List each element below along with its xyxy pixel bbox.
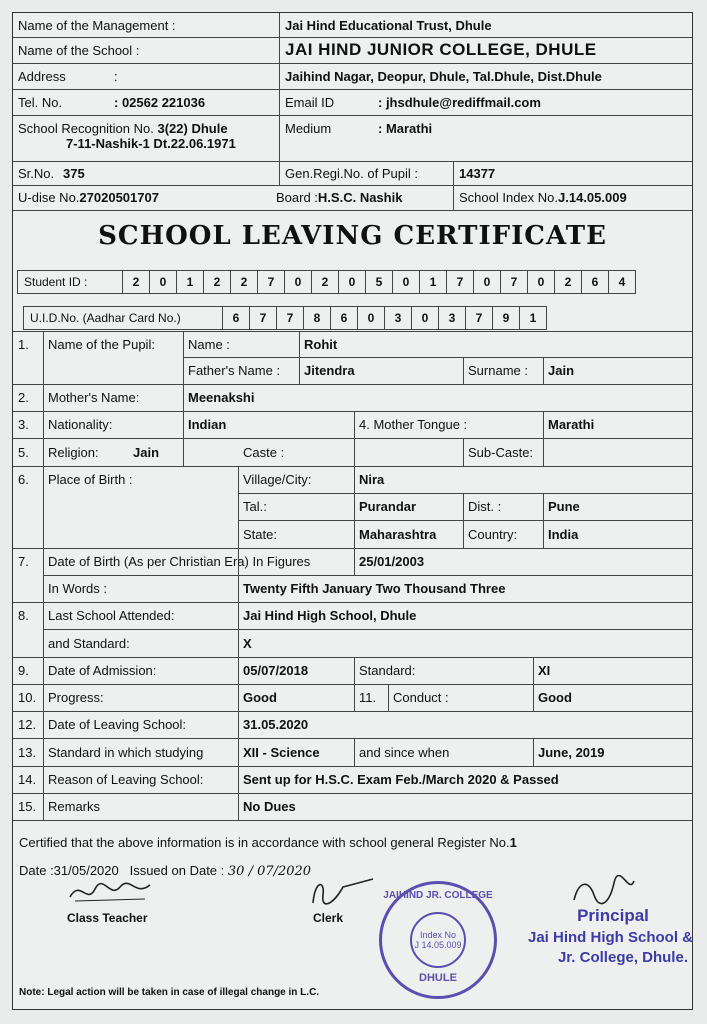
seal-index-value: J 14.05.009 <box>414 940 462 950</box>
admission-standard-label: Standard: <box>359 663 416 678</box>
student-id-digit: 0 <box>528 271 555 293</box>
state-value: Maharashtra <box>359 526 437 542</box>
name-label: Name : <box>188 336 230 352</box>
row-number: 6. <box>18 472 29 487</box>
address-value: Jaihind Nagar, Deopur, Dhule, Tal.Dhule, Dist.Dhule <box>279 63 692 89</box>
subcaste-label: Sub-Caste: <box>468 444 534 460</box>
seal-inner <box>410 912 466 968</box>
student-id-digit: 2 <box>312 271 339 293</box>
student-id-digit: 7 <box>447 271 474 293</box>
religion-label: Religion: <box>48 444 99 460</box>
country-value: India <box>548 526 579 542</box>
row-number: 13. <box>18 744 37 760</box>
progress-label: Progress: <box>48 690 104 705</box>
tal-label: Tal.: <box>243 499 267 514</box>
remarks-label: Remarks <box>48 799 101 814</box>
stamp-line-2: Jr. College, Dhule. <box>557 949 688 966</box>
srno-label: Sr.No. <box>18 165 55 181</box>
contact-row <box>13 89 692 116</box>
srno-row <box>13 161 692 186</box>
school-row <box>13 37 692 64</box>
tal-value: Purandar <box>359 499 417 514</box>
email-label: Email ID <box>279 89 375 115</box>
uid-digit: 6 <box>331 307 358 329</box>
subcaste-value <box>543 438 692 466</box>
student-id-digit: 2 <box>123 271 150 293</box>
birthplace-label: Place of Birth : <box>48 472 133 487</box>
medium-label: Medium <box>279 115 375 161</box>
seal-bottom-text: DHULE <box>419 972 457 984</box>
remarks-value: No Dues <box>243 799 296 814</box>
row-number: 2. <box>18 390 29 405</box>
medium-value: : Marathi <box>378 121 433 136</box>
student-id-digit: 7 <box>258 271 285 293</box>
school-label: Name of the School : <box>18 42 140 58</box>
row-number: 15. <box>18 799 37 814</box>
student-id-digit: 1 <box>177 271 204 293</box>
surname-label: Surname : <box>468 363 528 378</box>
student-id-digit: 6 <box>582 271 609 293</box>
last-school-value: Jai Hind High School, Dhule <box>243 608 417 623</box>
row-number: 1. <box>18 336 29 352</box>
dob-label: Date of Birth (As per Christian Era) In Figures <box>48 554 311 569</box>
father-label: Father's Name : <box>188 363 281 378</box>
student-id-digit: 0 <box>393 271 420 293</box>
uid-digit: 3 <box>439 307 466 329</box>
studying-label: Standard in which studying <box>48 744 204 760</box>
uid-digit: 3 <box>385 307 412 329</box>
uid-digit: 0 <box>358 307 385 329</box>
address-colon: : <box>114 68 118 84</box>
management-value: Jai Hind Educational Trust, Dhule <box>279 13 692 37</box>
religion-value: Jain <box>133 444 160 460</box>
studying-value: XII - Science <box>243 744 320 760</box>
dob-value: 25/01/2003 <box>359 554 425 569</box>
reason-label: Reason of Leaving School: <box>48 772 204 787</box>
village-value: Nira <box>359 472 385 487</box>
dob-words-label: In Words : <box>48 581 108 596</box>
seal-top-text: JAIHIND JR. COLLEGE <box>383 890 493 901</box>
student-id-digit: 7 <box>501 271 528 293</box>
uid-digit: 6 <box>223 307 250 329</box>
row-number: 7. <box>18 554 29 569</box>
management-label: Name of the Management : <box>18 17 176 33</box>
mother-name-label: Mother's Name: <box>48 390 140 405</box>
conduct-value: Good <box>538 690 572 705</box>
dist-value: Pune <box>548 499 580 514</box>
student-id-digit: 0 <box>339 271 366 293</box>
uid-digit: 8 <box>304 307 331 329</box>
date-line: Date :31/05/2020 Issued on Date : 30 / 07/2020 <box>19 863 312 879</box>
uid-digits <box>223 307 546 329</box>
uid-digit: 7 <box>277 307 304 329</box>
address-row <box>13 63 692 90</box>
school-name: JAI HIND JUNIOR COLLEGE, DHULE <box>279 37 692 63</box>
state-label: State: <box>243 526 277 542</box>
country-label: Country: <box>468 526 518 542</box>
genregi-label: Gen.Regi.No. of Pupil : <box>279 161 453 185</box>
legal-note: Note: Legal action will be taken in case of illegal change in L.C. <box>19 987 320 998</box>
recognition-text: School Recognition No. 3(22) Dhule 7-11-Nashik-1 Dt.22.06.1971 <box>18 121 236 151</box>
srno-value: 375 <box>63 165 85 181</box>
uid-digit: 1 <box>529 311 537 325</box>
mother-tongue-label: 4. Mother Tongue : <box>359 417 468 432</box>
last-school-label: Last School Attended: <box>48 608 175 623</box>
student-id-digits <box>123 271 635 293</box>
dob-words-value: Twenty Fifth January Two Thousand Three <box>243 581 506 596</box>
clerk-signature <box>303 875 383 909</box>
leaving-date-value: 31.05.2020 <box>243 717 309 732</box>
tel-value: : 02562 221036 <box>114 94 206 110</box>
clerk-label: Clerk <box>313 911 344 925</box>
admission-standard-value: XI <box>538 663 551 678</box>
email-value: : jhsdhule@rediffmail.com <box>378 94 541 110</box>
uid-digit: 7 <box>250 307 277 329</box>
nationality-value: Indian <box>188 417 227 432</box>
board-text: Board : H.S.C. Nashik <box>276 190 403 205</box>
uid-label: U.I.D.No. (Aadhar Card No.) <box>24 307 223 329</box>
dist-label: Dist. : <box>468 499 502 514</box>
caste-label: Caste : <box>243 444 285 460</box>
management-row <box>13 13 692 38</box>
surname-value: Jain <box>548 363 575 378</box>
admission-label: Date of Admission: <box>48 663 157 678</box>
nationality-label: Nationality: <box>48 417 113 432</box>
row-number: 12. <box>18 717 37 732</box>
row-number: 9. <box>18 663 29 678</box>
leaving-date-label: Date of Leaving School: <box>48 717 187 732</box>
since-value: June, 2019 <box>538 744 605 760</box>
row-number: 11. <box>359 690 377 705</box>
row-number: 8. <box>18 608 29 623</box>
progress-value: Good <box>243 690 277 705</box>
conduct-label: Conduct : <box>393 690 449 705</box>
row-number: 10. <box>18 690 37 705</box>
row-number: 5. <box>18 444 29 460</box>
pupil-name-label: Name of the Pupil: <box>48 336 155 352</box>
name-value: Rohit <box>304 336 338 352</box>
student-id-label: Student ID : <box>18 271 123 293</box>
student-id-digit: 2 <box>231 271 258 293</box>
student-id-row <box>17 270 636 294</box>
address-label: Address <box>18 68 66 84</box>
index-text: School Index No. J.14.05.009 <box>453 185 692 210</box>
principal-label: Principal <box>577 906 649 925</box>
standard-value: X <box>243 635 252 651</box>
genregi-value: 14377 <box>453 161 692 185</box>
uid-row <box>23 306 547 330</box>
father-value: Jitendra <box>304 363 355 378</box>
student-id-digit: 0 <box>285 271 312 293</box>
certified-statement: Certified that the above information is in accordance with school general Register No.1 <box>19 835 517 850</box>
student-id-digit: 2 <box>555 271 582 293</box>
reason-value: Sent up for H.S.C. Exam Feb./March 2020 & Passed <box>243 772 559 787</box>
certificate-title: SCHOOL LEAVING CERTIFICATE <box>98 221 607 251</box>
uid-digit: 7 <box>466 307 493 329</box>
udise-text: U-dise No. 27020501707 <box>18 190 159 205</box>
class-teacher-signature <box>65 877 155 907</box>
standard-label: and Standard: <box>48 635 130 651</box>
recognition-row <box>13 115 692 162</box>
student-id-digit: 2 <box>204 271 231 293</box>
mother-name-value: Meenakshi <box>188 390 255 405</box>
row-number: 3. <box>18 417 29 432</box>
seal-index-label: Index No <box>419 930 457 940</box>
uid-digit: 9 <box>493 307 520 329</box>
admission-value: 05/07/2018 <box>243 663 309 678</box>
village-label: Village/City: <box>243 472 312 487</box>
stamp-line-1: Jai Hind High School & <box>527 929 693 946</box>
tel-label: Tel. No. <box>18 94 63 110</box>
row-number: 14. <box>18 772 37 787</box>
mother-tongue-value: Marathi <box>548 417 595 432</box>
uid-digit: 0 <box>412 307 439 329</box>
caste-value <box>354 438 463 466</box>
student-id-digit: 4 <box>618 275 626 289</box>
since-label: and since when <box>359 744 450 760</box>
student-id-digit: 0 <box>150 271 177 293</box>
principal-signature <box>569 875 639 909</box>
college-seal <box>379 881 497 999</box>
student-id-digit: 0 <box>474 271 501 293</box>
student-id-digit: 5 <box>366 271 393 293</box>
student-id-digit: 1 <box>420 271 447 293</box>
certificate-page <box>12 12 693 1010</box>
udise-row <box>13 185 692 211</box>
class-teacher-label: Class Teacher <box>67 911 148 925</box>
